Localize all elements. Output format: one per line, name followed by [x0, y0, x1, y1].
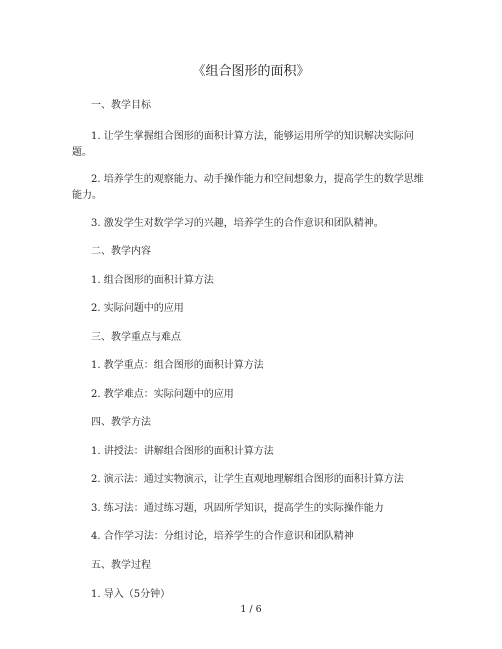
list-item: 1. 导入（5分钟） — [91, 589, 171, 600]
list-item: 2. 培养学生的观察能力、动手操作能力和空间想象力，提高学生的数学思维 — [91, 174, 424, 185]
list-item: 3. 激发学生对数学学习的兴趣，培养学生的合作意识和团队精神。 — [91, 218, 384, 229]
section-heading: 五、教学过程 — [91, 560, 151, 571]
list-item-continuation: 能力。 — [72, 190, 102, 201]
list-item-continuation: 题。 — [72, 147, 92, 158]
list-item: 2. 实际问题中的应用 — [91, 303, 184, 314]
section-heading: 三、教学重点与难点 — [91, 332, 181, 343]
list-item: 3. 练习法：通过练习题，巩固所学知识，提高学生的实际操作能力 — [91, 503, 384, 514]
list-item: 1. 组合图形的面积计算方法 — [91, 275, 214, 286]
list-item: 2. 演示法：通过实物演示，让学生直观地理解组合图形的面积计算方法 — [91, 474, 404, 485]
page-number: 1 / 6 — [240, 604, 262, 615]
document-title: 《组合图形的面积》 — [192, 64, 310, 79]
list-item: 4. 合作学习法：分组讨论，培养学生的合作意识和团队精神 — [91, 531, 354, 542]
section-heading: 四、教学方法 — [91, 417, 151, 428]
list-item: 1. 让学生掌握组合图形的面积计算方法，能够运用所学的知识解决实际问 — [91, 131, 414, 142]
list-item: 1. 教学重点：组合图形的面积计算方法 — [91, 360, 264, 371]
section-heading: 一、教学目标 — [91, 100, 151, 111]
list-item: 2. 教学难点：实际问题中的应用 — [91, 389, 234, 400]
list-item: 1. 讲授法：讲解组合图形的面积计算方法 — [91, 446, 274, 457]
section-heading: 二、教学内容 — [91, 246, 151, 257]
